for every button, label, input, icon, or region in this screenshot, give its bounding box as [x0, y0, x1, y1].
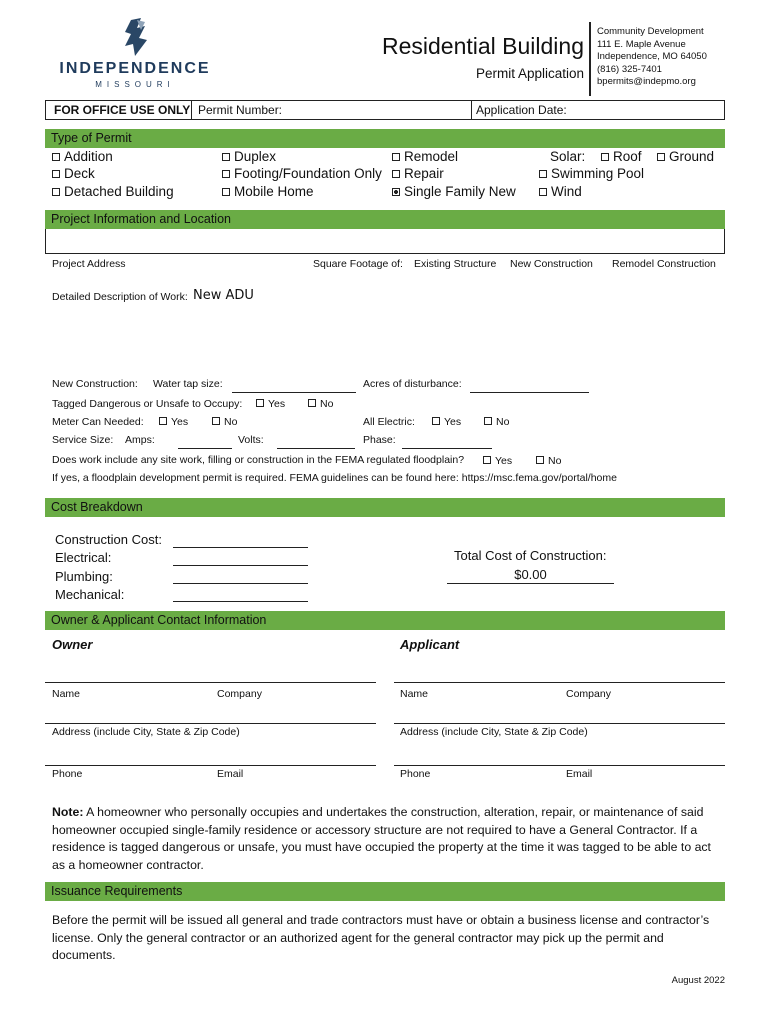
office-email: bpermits@indepmo.org [597, 76, 696, 88]
checkbox-icon[interactable] [212, 417, 220, 425]
cost-labels [55, 531, 162, 604]
homeowner-note [52, 804, 722, 875]
label-no: No [224, 416, 238, 428]
square-footage-label: Square Footage of: [313, 258, 403, 270]
owner-email-label: Email [217, 768, 244, 780]
plumbing-field[interactable] [173, 583, 308, 584]
label-repair: Repair [404, 166, 444, 181]
meter-yes-checkbox[interactable] [159, 416, 188, 428]
checkbox-duplex[interactable] [222, 149, 276, 164]
floodplain-question: Does work include any site work, filling or construction in the FEMA regulated floodplain? [52, 454, 465, 466]
label-footing: Footing/Foundation Only [234, 166, 382, 181]
checkbox-icon[interactable] [256, 399, 264, 407]
label-addition: Addition [64, 149, 113, 164]
checkbox-deck[interactable] [52, 166, 95, 181]
checkbox-icon[interactable] [539, 188, 547, 196]
applicant-address-field[interactable] [394, 723, 725, 724]
label-ground: Ground [669, 149, 715, 164]
flag-bird-icon [117, 16, 157, 58]
checkbox-icon[interactable] [392, 153, 400, 161]
logo-wordmark: INDEPENDENCE [59, 60, 211, 77]
checkbox-roof[interactable] [601, 149, 642, 164]
label-roof: Roof [613, 149, 642, 164]
new-construction-sqft-label: New Construction [510, 258, 593, 270]
label-deck: Deck [64, 166, 95, 181]
existing-structure-label: Existing Structure [414, 258, 497, 270]
phase-field[interactable] [402, 448, 492, 449]
applicant-phone-field[interactable] [394, 765, 725, 766]
amps-label: Amps: [125, 434, 155, 446]
tagged-label: Tagged Dangerous or Unsafe to Occupy: [52, 398, 243, 410]
remodel-construction-label: Remodel Construction [612, 258, 716, 270]
applicant-address-label: Address (include City, State & Zip Code) [400, 726, 588, 738]
checkbox-icon[interactable] [222, 188, 230, 196]
phase-label: Phase: [363, 434, 396, 446]
applicant-name-label: Name [400, 688, 429, 700]
floodplain-note: If yes, a floodplain development permit is required. FEMA guidelines can be found here: https://msc.fema.gov/portal/home [52, 472, 617, 484]
label-yes: Yes [444, 416, 462, 428]
office-divider-2 [471, 101, 472, 119]
description-field[interactable]: New ADU [193, 288, 254, 303]
construction-cost-label: Construction Cost: [55, 532, 162, 547]
logo-subtitle: MISSOURI [95, 80, 175, 89]
applicant-heading: Applicant [400, 637, 460, 652]
volts-label: Volts: [238, 434, 264, 446]
all-electric-label: All Electric: [363, 416, 415, 428]
label-yes: Yes [268, 398, 286, 410]
office-use-label: FOR OFFICE USE ONLY [54, 103, 191, 117]
note-label: Note: [52, 805, 84, 819]
checkbox-icon[interactable] [536, 456, 544, 464]
tagged-yes-checkbox[interactable] [256, 398, 285, 410]
checkbox-icon[interactable] [392, 170, 400, 178]
office-divider-1 [191, 101, 192, 119]
acres-label: Acres of disturbance: [363, 378, 462, 390]
checkbox-icon[interactable] [222, 153, 230, 161]
label-pool: Swimming Pool [551, 166, 645, 181]
checkbox-icon[interactable] [52, 170, 60, 178]
applicant-phone-label: Phone [400, 768, 431, 780]
owner-address-field[interactable] [45, 723, 376, 724]
label-remodel: Remodel [404, 149, 459, 164]
label-duplex: Duplex [234, 149, 277, 164]
owner-company-label: Company [217, 688, 262, 700]
label-no: No [548, 455, 562, 467]
tagged-no-checkbox[interactable] [308, 398, 333, 410]
owner-name-field[interactable] [45, 682, 376, 683]
checkbox-icon[interactable] [432, 417, 440, 425]
checkbox-repair[interactable] [392, 166, 444, 181]
checkbox-icon[interactable] [539, 170, 547, 178]
service-size-label: Service Size: [52, 434, 114, 446]
electric-no-checkbox[interactable] [484, 416, 509, 428]
mechanical-field[interactable] [173, 601, 308, 602]
total-cost-value[interactable]: $0.00 [447, 567, 614, 584]
office-address-2: Independence, MO 64050 [597, 51, 707, 63]
type-of-permit-header: Type of Permit [45, 129, 725, 148]
project-info-header: Project Information and Location [45, 210, 725, 229]
applicant-name-field[interactable] [394, 682, 725, 683]
water-tap-label: Water tap size: [153, 378, 223, 390]
checkbox-footing[interactable] [222, 166, 382, 181]
checkbox-detached-building[interactable] [52, 184, 174, 199]
office-use-row [45, 100, 725, 120]
header-divider [589, 22, 591, 96]
electric-yes-checkbox[interactable] [432, 416, 461, 428]
floodplain-no-checkbox[interactable] [536, 455, 561, 467]
checkbox-wind[interactable] [539, 184, 582, 199]
label-wind: Wind [551, 184, 582, 199]
office-phone: (816) 325-7401 [597, 63, 662, 75]
acres-field[interactable] [470, 392, 589, 393]
total-cost-label: Total Cost of Construction: [454, 548, 607, 563]
checkbox-addition[interactable] [52, 149, 113, 164]
plumbing-label: Plumbing: [55, 568, 113, 584]
issuance-text: Before the permit will be issued all general and trade contractors must have or obtain a business license and contractor’s license. Only the general contractor or an authorized agent for the general contractor may pick up the permit and documents. [52, 913, 710, 963]
checkbox-icon[interactable] [483, 456, 491, 464]
volts-field[interactable] [277, 448, 355, 449]
application-date-field[interactable]: Application Date: [476, 103, 567, 117]
applicant-company-label: Company [566, 688, 611, 700]
form-subtitle: Permit Application [475, 66, 584, 81]
new-construction-label: New Construction: [52, 378, 138, 390]
label-yes: Yes [495, 455, 513, 467]
checkbox-icon[interactable] [52, 188, 60, 196]
checkbox-remodel[interactable] [392, 149, 458, 164]
permit-number-field[interactable]: Permit Number: [198, 103, 283, 117]
note-text: A homeowner who personally occupies and undertakes the construction, alteration, repair, or maintenance of said homeowner occupied single-family residence or accessory structure are not required to have a General Contractor. If a residence is tagged dangerous or unsafe, you must have occupied the property at the time it was tagged to be able to act as a homeowner contractor. [52, 805, 711, 873]
checkbox-mobile-home[interactable] [222, 184, 314, 199]
cost-breakdown-header: Cost Breakdown [45, 498, 725, 517]
revision-date: August 2022 [671, 975, 725, 986]
office-address-1: 111 E. Maple Avenue [597, 38, 686, 50]
owner-phone-field[interactable] [45, 765, 376, 766]
label-no: No [320, 398, 334, 410]
checked-checkbox-icon[interactable] [392, 188, 400, 196]
electrical-label: Electrical: [55, 550, 112, 566]
construction-cost-field[interactable] [173, 547, 308, 548]
meter-label: Meter Can Needed: [52, 416, 144, 428]
water-tap-field[interactable] [232, 392, 356, 393]
description-label: Detailed Description of Work: [52, 291, 188, 303]
checkbox-swimming-pool[interactable] [539, 166, 644, 181]
project-box [45, 229, 725, 254]
checkbox-icon[interactable] [52, 153, 60, 161]
label-solar: Solar: [550, 149, 586, 164]
checkbox-icon[interactable] [222, 170, 230, 178]
checkbox-single-family-new[interactable] [392, 184, 516, 199]
label-no: No [496, 416, 510, 428]
label-mobile: Mobile Home [234, 184, 314, 199]
issuance-header: Issuance Requirements [45, 882, 725, 901]
applicant-email-label: Email [566, 768, 593, 780]
project-address-label: Project Address [52, 258, 126, 270]
owner-phone-label: Phone [52, 768, 83, 780]
checkbox-icon[interactable] [159, 417, 167, 425]
checkbox-icon[interactable] [657, 153, 665, 161]
floodplain-yes-checkbox[interactable] [483, 455, 512, 467]
office-name: Community Development [597, 26, 704, 37]
label-detached: Detached Building [64, 184, 174, 199]
owner-address-label: Address (include City, State & Zip Code) [52, 726, 240, 738]
checkbox-ground[interactable] [657, 149, 714, 164]
electrical-field[interactable] [173, 565, 308, 566]
checkbox-icon[interactable] [308, 399, 316, 407]
city-logo [55, 16, 215, 96]
office-contact-block [597, 26, 707, 89]
owner-heading: Owner [52, 637, 93, 652]
mechanical-label: Mechanical: [55, 586, 125, 602]
checkbox-icon[interactable] [484, 417, 492, 425]
meter-no-checkbox[interactable] [212, 416, 237, 428]
contact-info-header: Owner & Applicant Contact Information [45, 611, 725, 630]
label-yes: Yes [171, 416, 189, 428]
form-title: Residential Building [381, 33, 584, 59]
label-single-family: Single Family New [404, 184, 516, 199]
checkbox-icon[interactable] [601, 153, 609, 161]
owner-name-label: Name [52, 688, 81, 700]
amps-field[interactable] [178, 448, 232, 449]
